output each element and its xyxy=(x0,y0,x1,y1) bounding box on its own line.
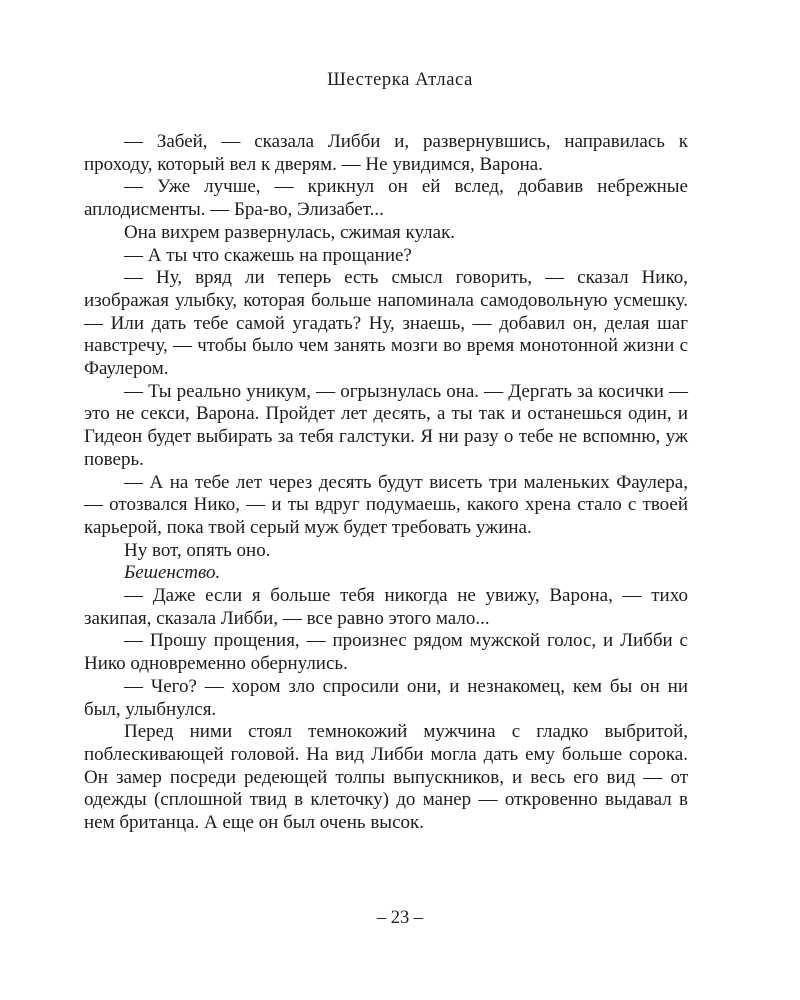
paragraph: — Ну, вряд ли теперь есть смысл говорить, — сказал Нико, изображая улыбку, которая больше напоминала самодовольную усмешку. — Или дать тебе самой угадать? Ну, знаешь, — добавил он, делая шаг навстречу, — чтобы было чем занять мозги во время монотонной жизни с Фаулером. xyxy=(84,267,688,380)
body-text xyxy=(84,131,688,835)
running-title: Шестерка Атласа xyxy=(327,70,473,90)
paragraph: — А ты что скажешь на прощание? xyxy=(124,244,412,266)
paragraph: — Уже лучше, — крикнул он ей вслед, добавив небрежные аплодисменты. — Бра-во, Элизабет... xyxy=(84,176,688,221)
paragraph: — Забей, — сказала Либби и, развернувшись, направилась к проходу, который вел к дверям. — Не увидимся, Варона. xyxy=(84,131,688,175)
paragraph: Ну вот, опять оно. xyxy=(124,539,271,561)
page-number: – 23 – xyxy=(376,908,424,928)
paragraph: Она вихрем развернулась, сжимая кулак. xyxy=(124,221,456,243)
paragraph: Перед ними стоял темнокожий мужчина с гладко выбритой, поблескивающей головой. На вид Либби могла дать ему больше сорока. Он замер посреди редеющей толпы выпускников, и весь его вид — от одежды (сплошной твид в клеточку) до манер — откровенно выдавал в нем британца. А еще он был очень высок. xyxy=(84,721,688,834)
italic-paragraph: Бешенство. xyxy=(124,562,221,584)
paragraph: — А на тебе лет через десять будут висеть три маленьких Фаулера, — отозвался Нико, — и ты вдруг подумаешь, какого хрена стало с твоей карьерой, пока твой серый муж будет требовать ужина. xyxy=(84,471,688,538)
paragraph: — Чего? — хором зло спросили они, и незнакомец, кем бы он ни был, улыбнулся. xyxy=(84,675,688,720)
paragraph: — Прошу прощения, — произнес рядом мужской голос, и Либби с Нико одновременно обернулись. xyxy=(84,630,688,675)
paragraph: — Даже если я больше тебя никогда не увижу, Варона, — тихо закипая, сказала Либби, — все равно этого мало... xyxy=(84,585,688,629)
paragraph: — Ты реально уникум, — огрызнулась она. — Дергать за косички — это не секси, Варона. Пройдет лет десять, а ты так и останешься один, и Гидеон будет выбирать за тебя галстуки. Я ни разу о тебе не вспомню, уж поверь. xyxy=(84,380,688,470)
